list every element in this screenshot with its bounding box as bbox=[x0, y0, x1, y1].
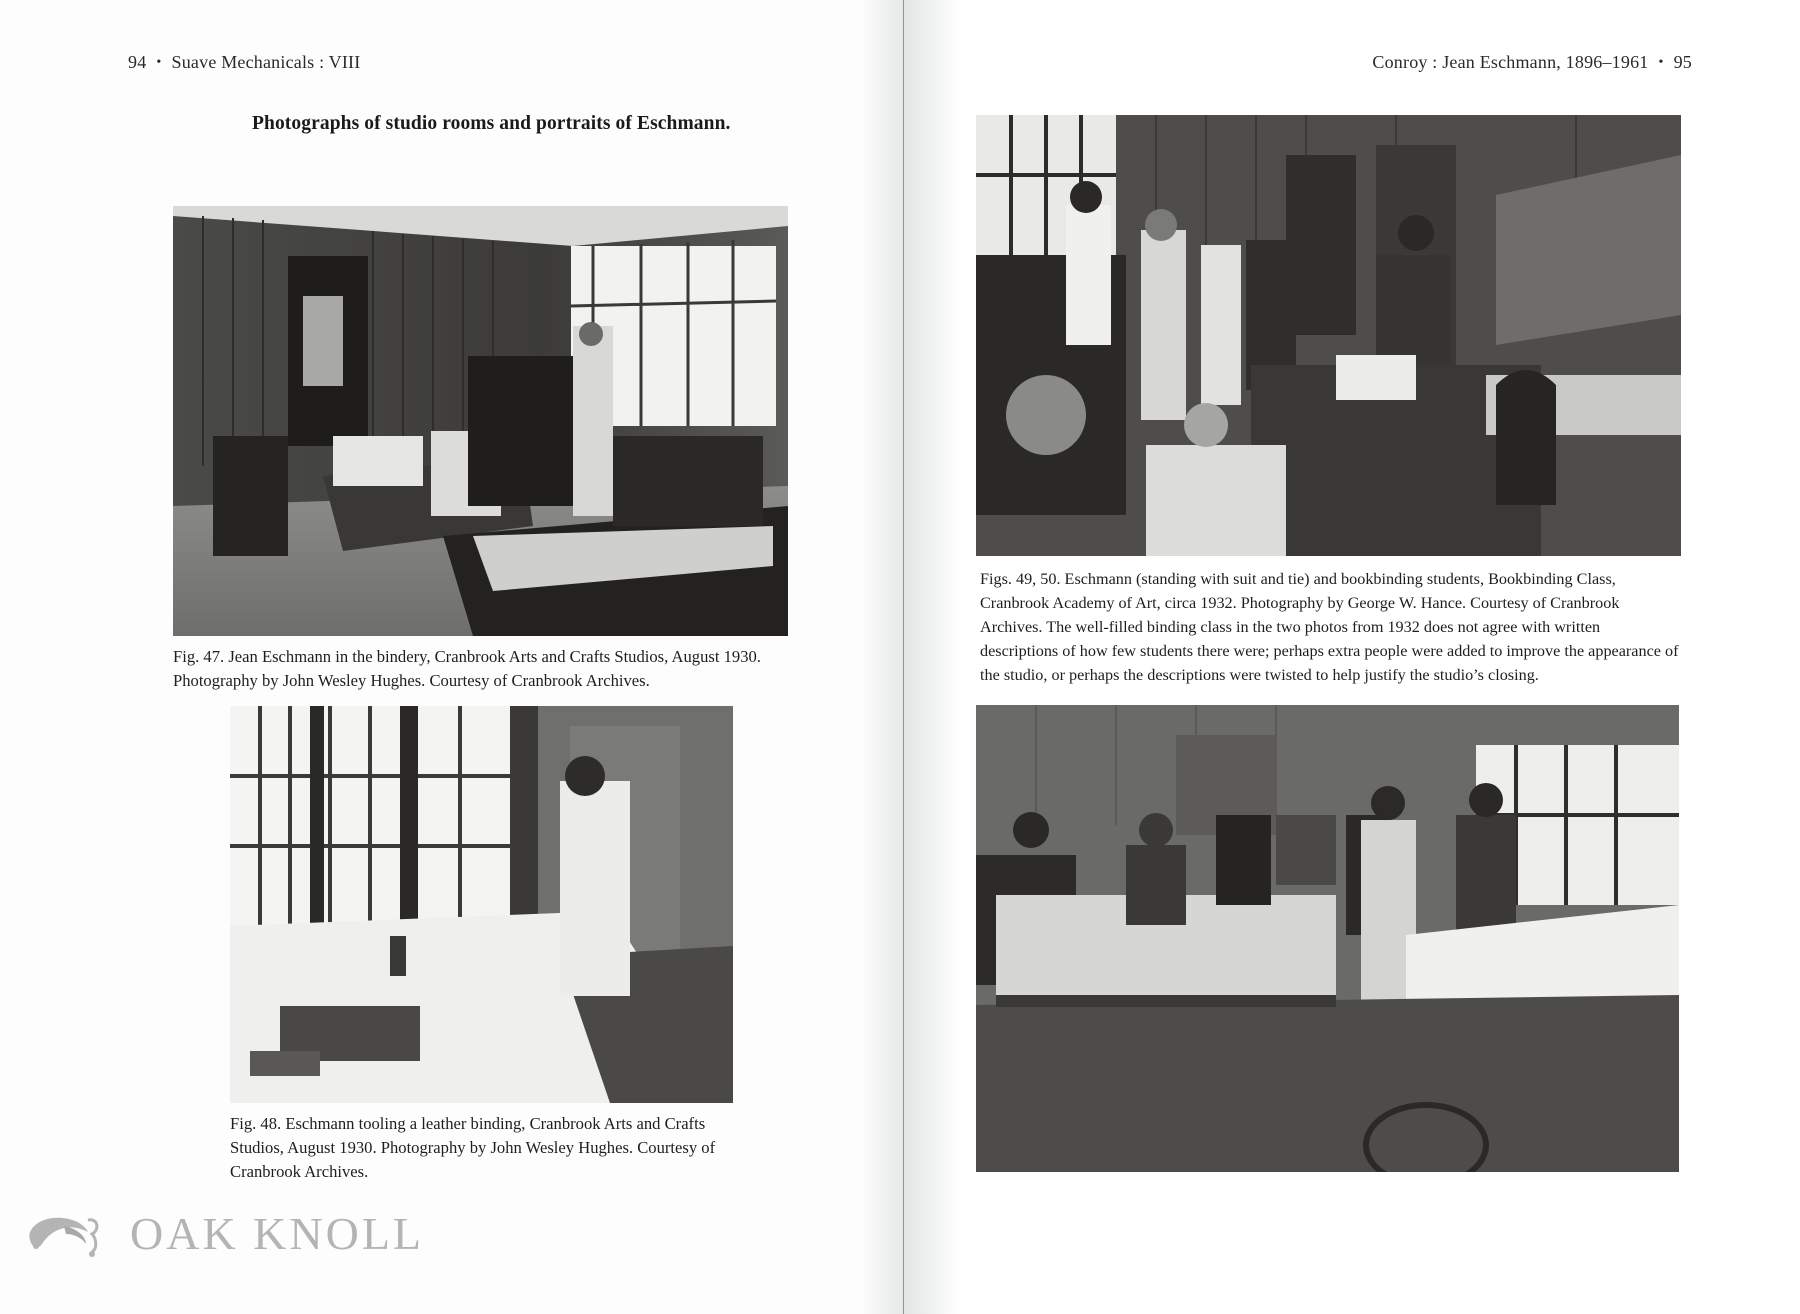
running-head-title: Conroy : Jean Eschmann, 1896–1961 bbox=[1372, 52, 1649, 72]
gutter-shadow bbox=[904, 0, 959, 1314]
oak-knoll-watermark bbox=[24, 1203, 424, 1263]
watermark-text: OAK KNOLL bbox=[130, 1207, 425, 1259]
tooling-binding-photo-icon bbox=[230, 706, 733, 1103]
running-head-left bbox=[128, 52, 360, 73]
figure-49-photo bbox=[976, 115, 1681, 556]
page-number: 95 bbox=[1673, 52, 1692, 72]
bookbinding-class-photo-icon bbox=[976, 115, 1681, 556]
oak-knoll-leaf-icon bbox=[24, 1206, 108, 1260]
figures-49-50-caption: Figs. 49, 50. Eschmann (standing with suit and tie) and bookbinding students, Bookbinding Class, Cranbrook Academy of Art, circa 1932. Photography by George W. Hance. Courtesy of Cranbrook Archives. The well-filled binding class in the two photos from 1932 does not agree with written descriptions of how few students there were; perhaps extra people were added to improve the appearance of the studio, or perhaps the descriptions were twisted to help justify the studio’s closing. bbox=[980, 570, 1679, 684]
running-head-title: Suave Mechanicals : VIII bbox=[171, 52, 361, 72]
figure-47-photo bbox=[173, 206, 788, 636]
figure-48-caption: Fig. 48. Eschmann tooling a leather binding, Cranbrook Arts and Crafts Studios, August 1930. Photography by John Wesley Hughes. Courtesy of Cranbrook Archives. bbox=[230, 1114, 716, 1181]
figure-50-photo bbox=[976, 705, 1679, 1172]
running-head-right bbox=[1372, 52, 1692, 73]
bullet-separator: • bbox=[156, 55, 162, 70]
bullet-separator: • bbox=[1658, 55, 1664, 70]
figure-48-photo bbox=[230, 706, 733, 1103]
students-at-benches-photo-icon bbox=[976, 705, 1679, 1172]
section-heading: Photographs of studio rooms and portraits of Eschmann. bbox=[252, 113, 731, 134]
figure-47-caption: Fig. 47. Jean Eschmann in the bindery, Cranbrook Arts and Crafts Studios, August 1930. Photography by John Wesley Hughes. Courtesy of Cranbrook Archives. bbox=[173, 647, 761, 690]
gutter-shadow bbox=[860, 0, 903, 1314]
bindery-room-photo-icon bbox=[173, 206, 788, 636]
page-number: 94 bbox=[128, 52, 147, 72]
